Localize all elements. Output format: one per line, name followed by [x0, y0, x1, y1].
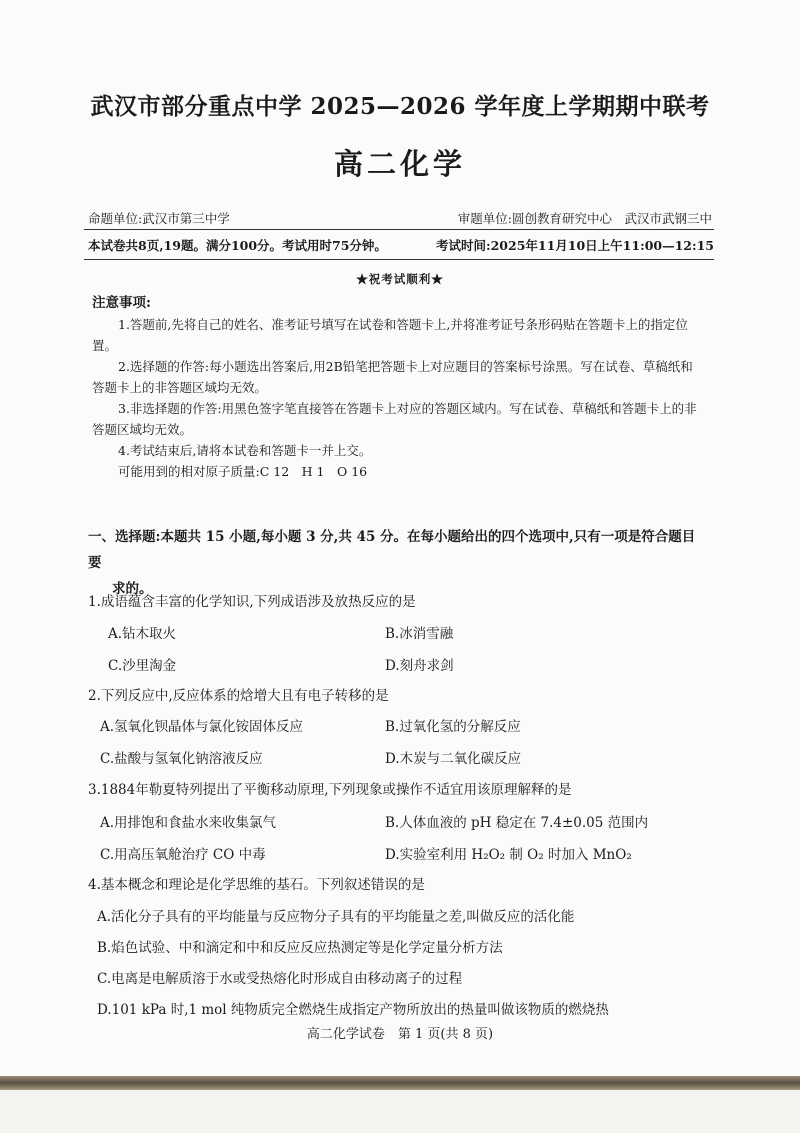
background-surface	[0, 1090, 800, 1133]
notice-title: 注意事项:	[92, 295, 151, 311]
q4-option-d: D.101 kPa 时,1 mol 纯物质完全燃烧生成指定产物所放出的热量叫做该物质的燃烧热	[97, 1002, 609, 1018]
q4-option-b: B.焰色试验、中和滴定和中和反应反应热测定等是化学定量分析方法	[97, 940, 503, 956]
author-unit: 命题单位:武汉市第三中学	[88, 211, 230, 226]
q1-option-c: C.沙里淘金	[108, 658, 177, 674]
review-unit: 审题单位:圆创教育研究中心 武汉市武钢三中	[457, 211, 712, 226]
q1-option-d: D.刻舟求剑	[385, 658, 454, 674]
exam-title: 武汉市部分重点中学 2025—2026 学年度上学期期中联考	[90, 93, 710, 120]
q1-option-b: B.冰消雪融	[385, 626, 454, 642]
notice-item: 可能用到的相对原子质量:C 12 H 1 O 16	[118, 464, 368, 479]
question-3-stem: 3.1884年勒夏特列提出了平衡移动原理,下列现象或操作不适宜用该原理解释的是	[88, 782, 572, 798]
notice-item: 1.答题前,先将自己的姓名、准考证号填写在试卷和答题卡上,并将准考证号条形码贴在答题卡上的指定位置。	[92, 317, 688, 353]
q2-option-b: B.过氧化氢的分解反应	[385, 719, 521, 735]
question-4-stem: 4.基本概念和理论是化学思维的基石。下列叙述错误的是	[88, 877, 425, 893]
q1-option-a: A.钻木取火	[108, 626, 177, 642]
notice-item: 3.非选择题的作答:用黑色签字笔直接答在答题卡上对应的答题区域内。写在试卷、草稿纸和答题卡上的非答题区域均无效。	[92, 401, 697, 437]
section-line-1: 一、选择题:本题共 15 小题,每小题 3 分,共 45 分。在每小题给出的四个选项中,只有一项是符合题目要	[88, 529, 696, 571]
q4-option-a: A.活化分子具有的平均能量与反应物分子具有的平均能量之差,叫做反应的活化能	[97, 909, 575, 925]
divider-top	[84, 229, 714, 230]
q4-option-c: C.电离是电解质溶于水或受热熔化时形成自由移动离子的过程	[97, 971, 463, 987]
paper-edge-shadow	[0, 1076, 800, 1090]
q3-option-a: A.用排饱和食盐水来收集氯气	[100, 815, 277, 831]
notice-item: 4.考试结束后,请将本试卷和答题卡一并上交。	[118, 443, 372, 458]
divider-bottom	[84, 259, 714, 260]
notice-list	[92, 314, 702, 482]
q2-option-c: C.盐酸与氢氧化钠溶液反应	[100, 751, 263, 767]
subject-title: 高二化学	[333, 147, 466, 181]
good-luck-label: ★祝考试顺利★	[356, 272, 444, 286]
q3-option-b: B.人体血液的 pH 稳定在 7.4±0.05 范围内	[385, 815, 649, 831]
section-line-2: 求的。	[112, 581, 153, 597]
q2-option-d: D.木炭与二氧化碳反应	[385, 751, 522, 767]
exam-time: 考试时间:2025年11月10日上午11:00—12:15	[435, 238, 714, 253]
q3-option-d: D.实验室利用 H₂O₂ 制 O₂ 时加入 MnO₂	[385, 847, 632, 863]
q2-option-a: A.氢氧化钡晶体与氯化铵固体反应	[100, 719, 304, 735]
question-2-stem: 2.下列反应中,反应体系的焓增大且有电子转移的是	[88, 688, 389, 704]
question-1-stem: 1.成语蕴含丰富的化学知识,下列成语涉及放热反应的是	[88, 594, 416, 610]
page-footer: 高二化学试卷 第 1 页(共 8 页)	[306, 1027, 494, 1042]
paper-info: 本试卷共8页,19题。满分100分。考试用时75分钟。	[88, 238, 387, 253]
q3-option-c: C.用高压氧舱治疗 CO 中毒	[100, 847, 266, 863]
paper-meta	[88, 236, 714, 254]
notice-item: 2.选择题的作答:每小题选出答案后,用2B铅笔把答题卡上对应题目的答案标号涂黑。写在试卷、草稿纸和答题卡上的非答题区域均无效。	[92, 359, 693, 395]
unit-line	[88, 209, 712, 227]
